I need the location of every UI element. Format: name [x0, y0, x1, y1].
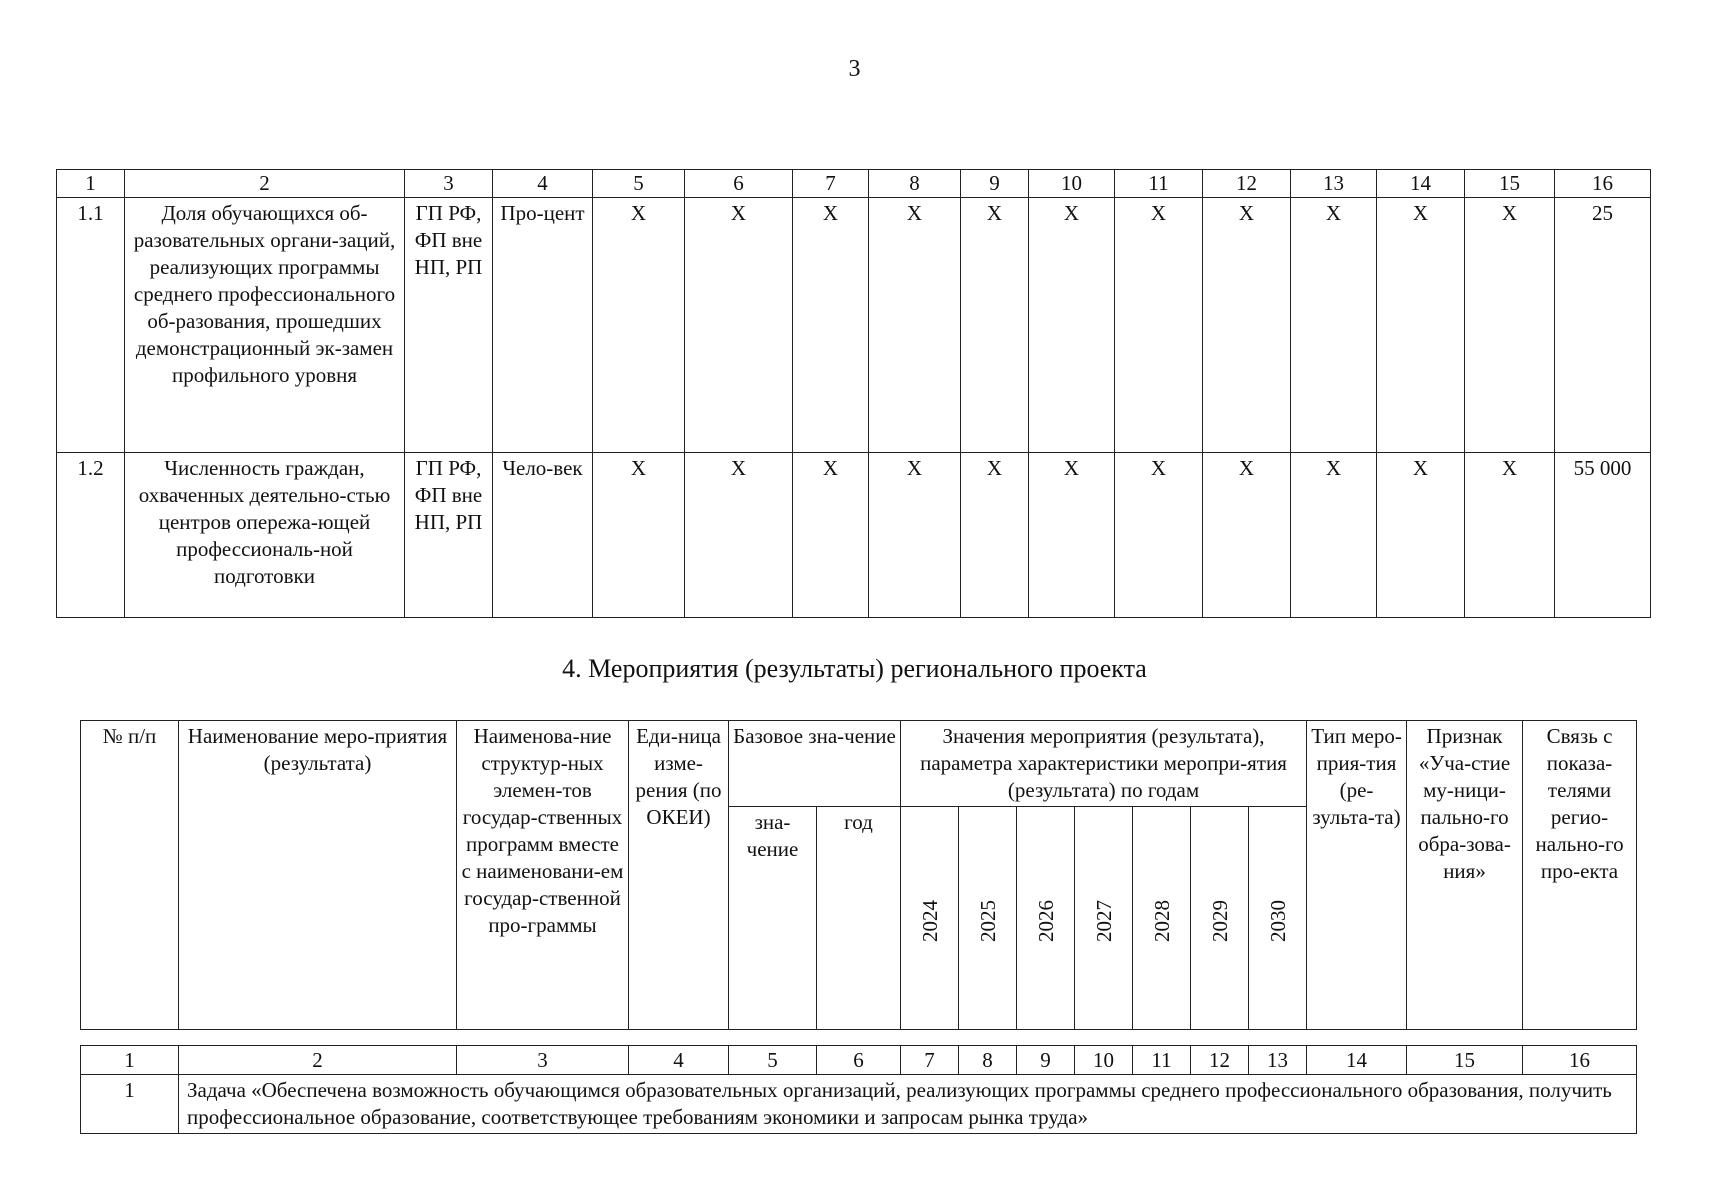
- indicator-name: Доля обучающихся об-разовательных органи-заций, реализующих программы среднего профессионального об-разования, прошедших демонстрационный эк-замен профильного уровня: [125, 198, 405, 453]
- header-base-value: Базовое зна-чение: [729, 721, 901, 807]
- x-mark: X: [1377, 453, 1465, 618]
- year-label: 2026: [1033, 900, 1058, 942]
- column-number: 3: [405, 170, 493, 198]
- column-number: 5: [593, 170, 685, 198]
- column-number: 1: [81, 1046, 179, 1075]
- column-number: 9: [961, 170, 1029, 198]
- column-number: 2: [179, 1046, 457, 1075]
- column-number: 4: [629, 1046, 729, 1075]
- column-number: 5: [729, 1046, 817, 1075]
- target-value: 55 000: [1555, 453, 1651, 618]
- header-structural-elements: Наименова-ние структур-ных элемен-тов государ-ственных программ вместе с наименовани-ем государ-ственной про-граммы: [457, 721, 629, 1030]
- column-number: 14: [1307, 1046, 1407, 1075]
- year-label: 2028: [1149, 900, 1174, 942]
- x-mark: X: [793, 453, 869, 618]
- column-number: 15: [1465, 170, 1555, 198]
- x-mark: X: [961, 453, 1029, 618]
- task-row: [81, 1075, 1637, 1134]
- x-mark: X: [1377, 198, 1465, 453]
- x-mark: X: [685, 453, 793, 618]
- target-value: 25: [1555, 198, 1651, 453]
- column-number: 10: [1029, 170, 1115, 198]
- column-number: 15: [1407, 1046, 1523, 1075]
- x-mark: X: [1203, 198, 1291, 453]
- year-label: 2029: [1207, 900, 1232, 942]
- row-number: 1.1: [57, 198, 125, 453]
- column-number: 12: [1191, 1046, 1249, 1075]
- column-number: 12: [1203, 170, 1291, 198]
- header-values-by-year: Значения мероприятия (результата), параметра характеристики меропри-ятия (результата) по годам: [901, 721, 1307, 807]
- column-number: 13: [1249, 1046, 1307, 1075]
- year-label: 2030: [1265, 900, 1290, 942]
- activities-header-table: [80, 720, 1637, 1030]
- indicator-name: Численность граждан, охваченных деятельно-стью центров опережа-ющей профессиональ-ной подготовки: [125, 453, 405, 618]
- header-municipal-participation: Признак «Уча-стие му-ници-пально-го обра-зова-ния»: [1407, 721, 1523, 1030]
- x-mark: X: [793, 198, 869, 453]
- column-number: 6: [685, 170, 793, 198]
- header-unit: Еди-ница изме-рения (по ОКЕИ): [629, 721, 729, 1030]
- table-row: [57, 453, 1651, 618]
- header-year: [1249, 807, 1307, 1030]
- indicator-unit: Чело-век: [493, 453, 593, 618]
- column-number: 14: [1377, 170, 1465, 198]
- year-label: 2024: [917, 900, 942, 942]
- x-mark: X: [1465, 453, 1555, 618]
- x-mark: X: [869, 198, 961, 453]
- x-mark: X: [1115, 198, 1203, 453]
- column-number-row: [81, 1046, 1637, 1075]
- x-mark: X: [1029, 198, 1115, 453]
- activities-table: [80, 1045, 1637, 1134]
- x-mark: X: [593, 198, 685, 453]
- header-base-value-value: зна-чение: [729, 807, 817, 1030]
- column-number: 13: [1291, 170, 1377, 198]
- header-year: [1191, 807, 1249, 1030]
- task-number: 1: [81, 1075, 179, 1134]
- header-activity-name: Наименование меро-приятия (результата): [179, 721, 457, 1030]
- header-year: [959, 807, 1017, 1030]
- x-mark: X: [1291, 198, 1377, 453]
- x-mark: X: [1203, 453, 1291, 618]
- header-year: [1075, 807, 1133, 1030]
- header-activity-type: Тип меро-прия-тия (ре-зульта-та): [1307, 721, 1407, 1030]
- indicator-level: ГП РФ, ФП вне НП, РП: [405, 198, 493, 453]
- column-number: 9: [1017, 1046, 1075, 1075]
- header-year: [1017, 807, 1075, 1030]
- column-number: 3: [457, 1046, 629, 1075]
- indicators-table: [56, 169, 1651, 618]
- column-number: 11: [1133, 1046, 1191, 1075]
- column-number: 16: [1523, 1046, 1637, 1075]
- task-text: Задача «Обеспечена возможность обучающимся образовательных организаций, реализующих программы среднего профессионального образования, получить профессиональное образование, соответствующее требованиям экономики и запросам рынка труда»: [179, 1075, 1637, 1134]
- column-number: 11: [1115, 170, 1203, 198]
- column-number: 7: [901, 1046, 959, 1075]
- x-mark: X: [1465, 198, 1555, 453]
- section-title: 4. Мероприятия (результаты) регионального проекта: [562, 654, 1147, 683]
- x-mark: X: [869, 453, 961, 618]
- column-number: 1: [57, 170, 125, 198]
- column-number: 16: [1555, 170, 1651, 198]
- x-mark: X: [593, 453, 685, 618]
- x-mark: X: [1291, 453, 1377, 618]
- column-number: 6: [817, 1046, 901, 1075]
- header-base-value-year: год: [817, 807, 901, 1030]
- indicator-unit: Про-цент: [493, 198, 593, 453]
- x-mark: X: [1029, 453, 1115, 618]
- header-year: [1133, 807, 1191, 1030]
- page-number: 3: [848, 56, 861, 82]
- column-number: 4: [493, 170, 593, 198]
- table-row: [57, 198, 1651, 453]
- column-number: 10: [1075, 1046, 1133, 1075]
- indicator-level: ГП РФ, ФП вне НП, РП: [405, 453, 493, 618]
- column-number: 2: [125, 170, 405, 198]
- header-year: [901, 807, 959, 1030]
- year-label: 2025: [975, 900, 1000, 942]
- header-link-indicators: Связь с показа-телями регио-нально-го про-екта: [1523, 721, 1637, 1030]
- row-number: 1.2: [57, 453, 125, 618]
- column-number-row: [57, 170, 1651, 198]
- x-mark: X: [685, 198, 793, 453]
- column-number: 8: [869, 170, 961, 198]
- x-mark: X: [1115, 453, 1203, 618]
- x-mark: X: [961, 198, 1029, 453]
- header-row-number: № п/п: [81, 721, 179, 1030]
- column-number: 7: [793, 170, 869, 198]
- column-number: 8: [959, 1046, 1017, 1075]
- year-label: 2027: [1091, 900, 1116, 942]
